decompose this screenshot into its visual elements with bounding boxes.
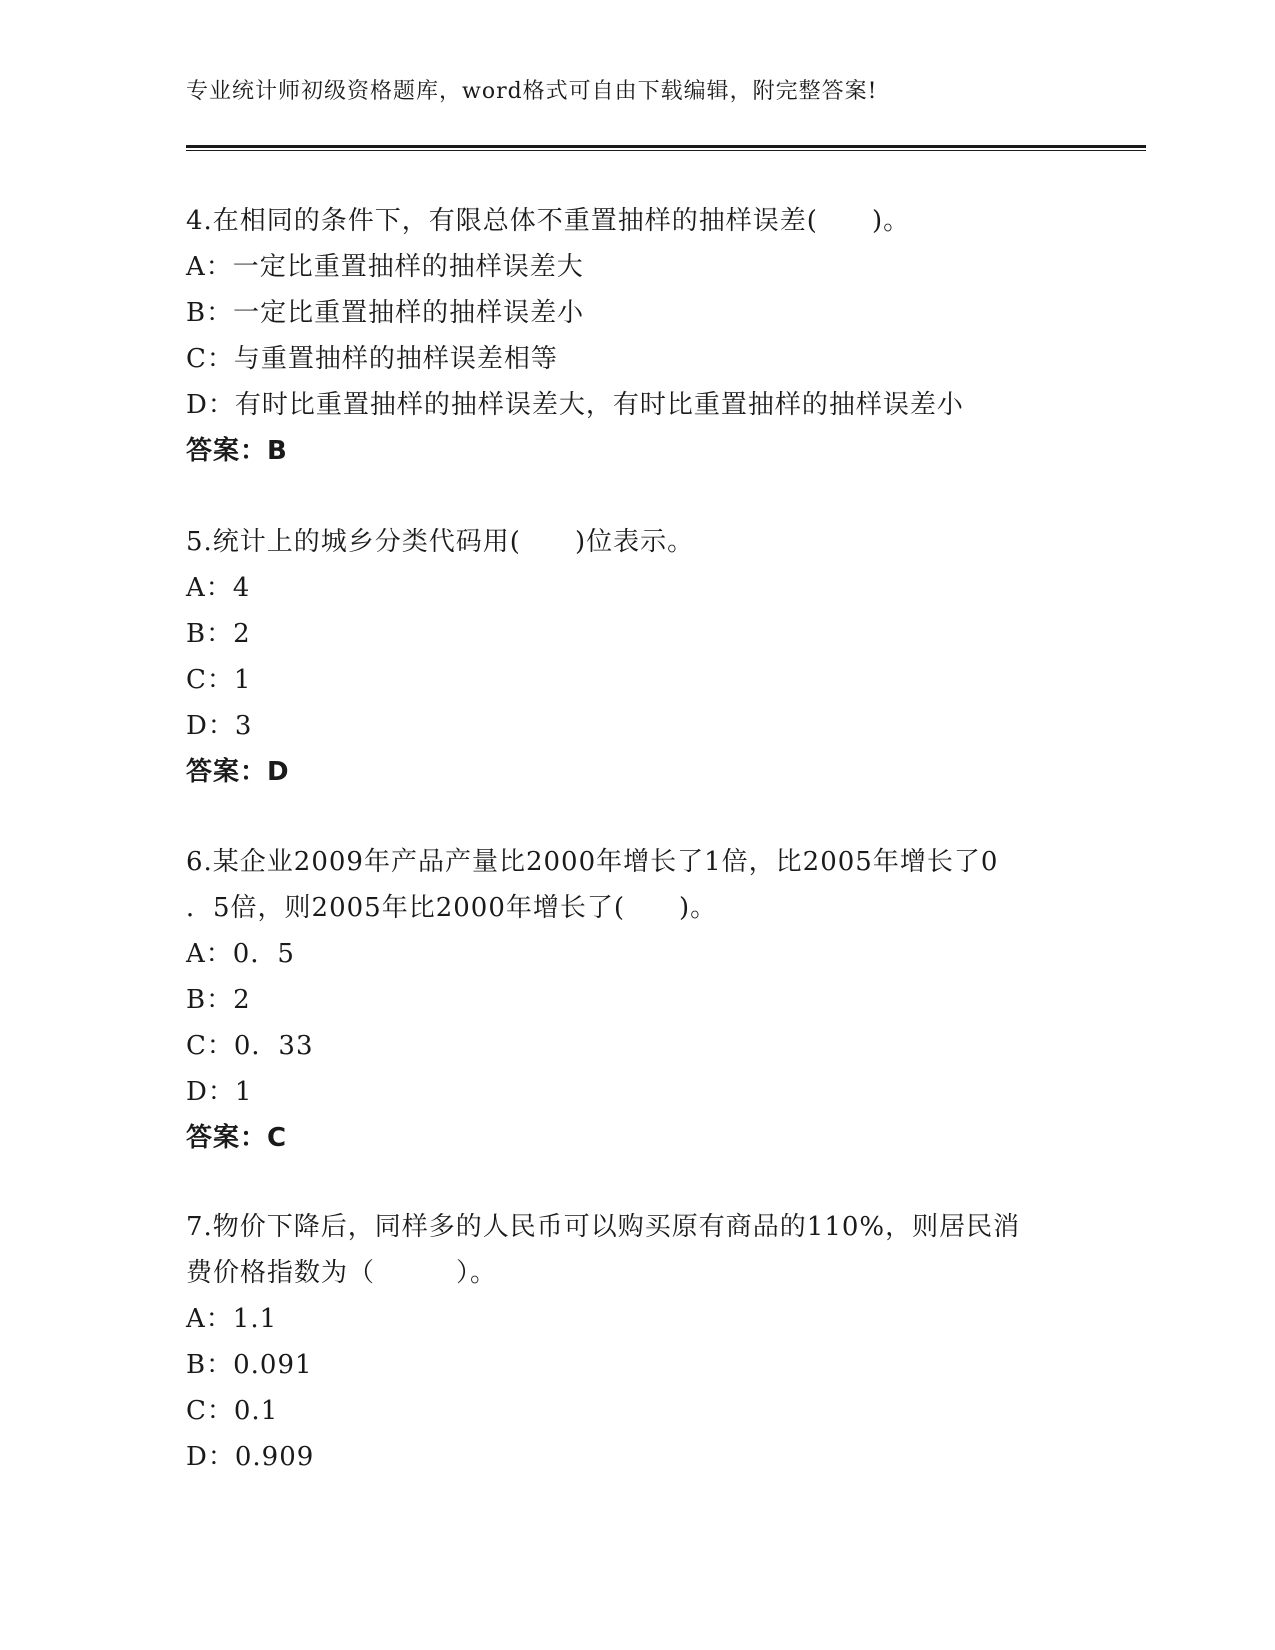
option-d: D：3 xyxy=(186,711,253,741)
option-d: D：有时比重置抽样的抽样误差大，有时比重置抽样的抽样误差小 xyxy=(186,390,964,420)
option-a: A：一定比重置抽样的抽样误差大 xyxy=(186,252,584,282)
question-stem: 5.统计上的城乡分类代码用( )位表示。 xyxy=(186,527,695,557)
header-rule-thick xyxy=(186,145,1146,148)
option-a: A：1.1 xyxy=(186,1304,278,1334)
page-header: 专业统计师初级资格题库，word格式可自由下载编辑，附完整答案! xyxy=(186,79,878,104)
answer: 答案：D xyxy=(186,757,290,787)
header-rule-thin xyxy=(186,150,1146,151)
question-stem-line-1: 6.某企业2009年产品产量比2000年增长了1倍，比2005年增长了0 xyxy=(186,847,999,877)
option-b: B：0.091 xyxy=(186,1350,313,1380)
question-6 xyxy=(186,839,1066,1161)
option-d: D：0.909 xyxy=(186,1442,315,1472)
option-b: B：一定比重置抽样的抽样误差小 xyxy=(186,298,585,328)
question-stem-line-2: ．5倍，则2005年比2000年增长了( )。 xyxy=(186,893,718,923)
option-c: C：1 xyxy=(186,665,252,695)
question-stem-line-2: 费价格指数为（ ）。 xyxy=(186,1258,498,1288)
option-c: C：0.1 xyxy=(186,1396,279,1426)
question-5 xyxy=(186,519,1066,795)
option-a: A：0．5 xyxy=(186,939,295,969)
question-4 xyxy=(186,198,1066,474)
question-stem-line-1: 7.物价下降后，同样多的人民币可以购买原有商品的110%，则居民消 xyxy=(186,1212,1021,1242)
option-b: B：2 xyxy=(186,619,251,649)
answer: 答案：C xyxy=(186,1123,288,1153)
option-c: C：0．33 xyxy=(186,1031,314,1061)
option-c: C：与重置抽样的抽样误差相等 xyxy=(186,344,558,374)
question-stem: 4.在相同的条件下，有限总体不重置抽样的抽样误差( )。 xyxy=(186,206,911,236)
answer: 答案：B xyxy=(186,436,288,466)
option-d: D：1 xyxy=(186,1077,253,1107)
question-7 xyxy=(186,1204,1066,1480)
option-a: A：4 xyxy=(186,573,251,603)
option-b: B：2 xyxy=(186,985,251,1015)
